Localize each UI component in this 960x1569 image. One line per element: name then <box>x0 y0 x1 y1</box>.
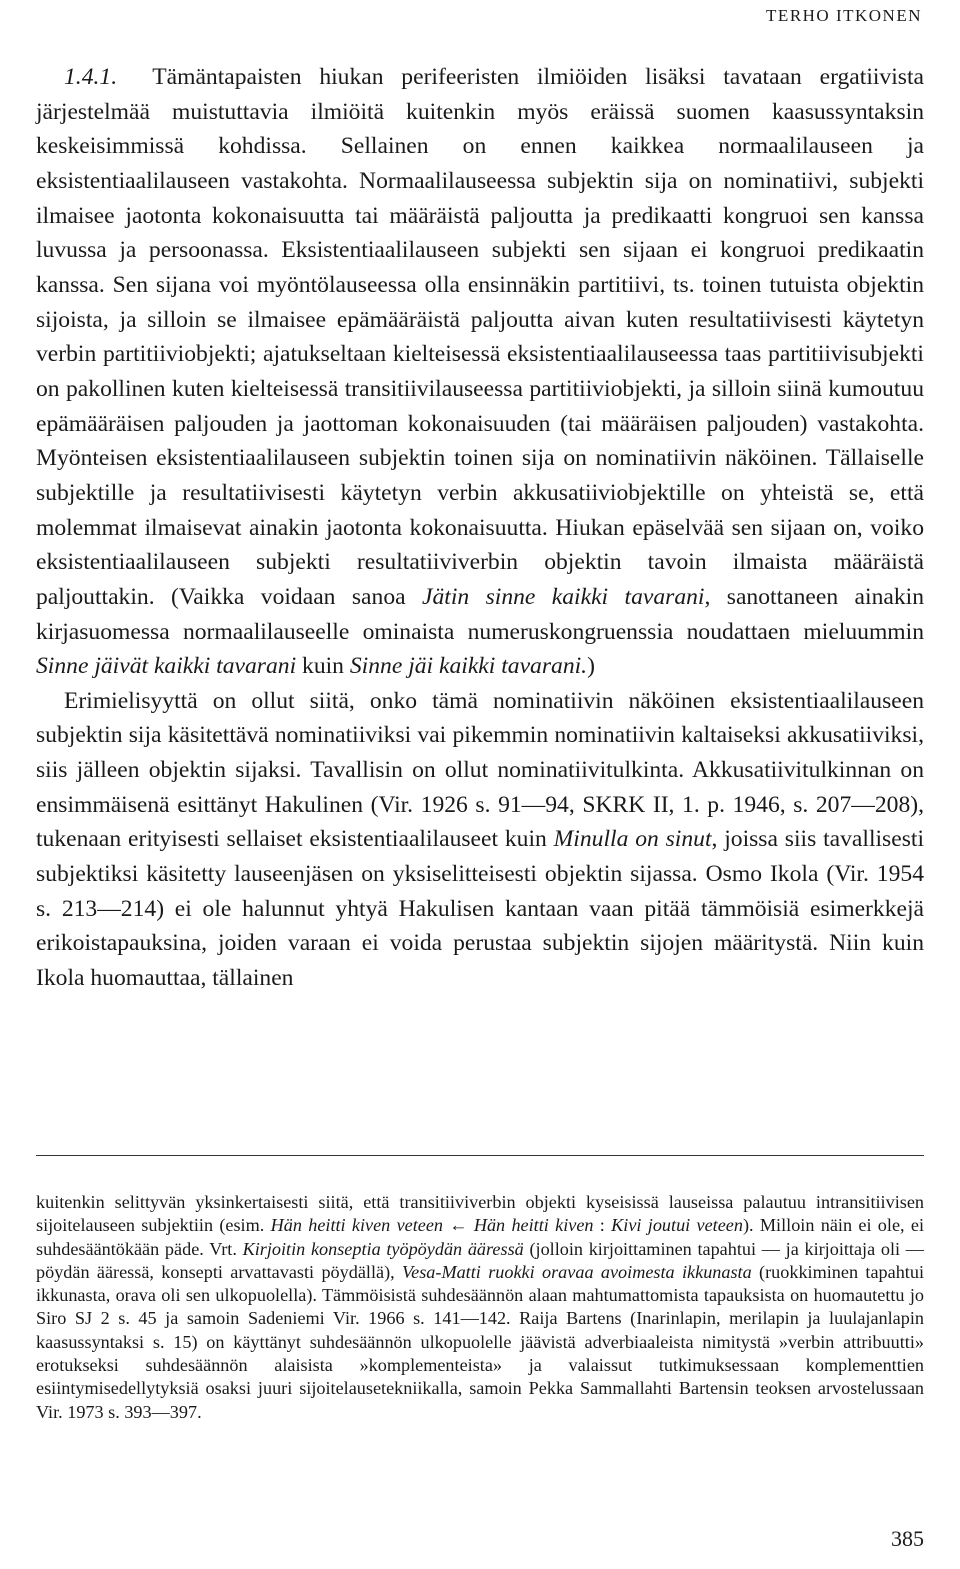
p1-text-a: Tämäntapaisten hiukan perifeeristen ilmiöiden lisäksi tavataan ergatiivista järjestelmää muistuttavia ilmiöitä kuitenkin myös eräissä suomen kaasussyntaksin keskeisimmissä kohdissa. Sellainen on ennen kaikkea normaalilauseen ja eksistentiaalilauseen vastakohta. Normaalilauseessa subjektin sija on nominatiivi, subjekti ilmaisee jaotonta kokonaisuutta tai määräistä paljoutta ja predikaatti kongruoi sen kanssa luvussa ja persoonassa. Eksistentiaalilauseen subjekti sen sijaan ei kongruoi predikaatin kanssa. Sen sijana voi myöntölauseessa olla ensinnäkin partitiivi, ts. toinen tutuista objektin sijoista, ja silloin se ilmaisee epämääräistä paljoutta aivan kuten resultatiivisesti käytetyn verbin partitiiviobjekti; ajatukseltaan kielteisessä eksistentiaalilauseessa taas partitiivisubjekti on pakollinen kuten kielteisessä transitiivilauseessa partitiiviobjekti, ja silloin siinä kumoutuu epämääräisen paljouden ja jaottoman kokonaisuuden (tai määräisen paljouden) vastakohta. Myönteisen eksistentiaalilauseen subjektin toinen sija on nominatiivin näköinen. Tällaiselle subjektille ja resultatiivisesti käytetyn verbin akkusatiiviobjektille on yhteistä se, että molemmat ilmaisevat ainakin jaotonta kokonaisuutta. Hiukan epäselvää sen sijaan on, voiko eksistentiaalilauseen subjekti resultatiiviverbin objektin tavoin ilmaista määräistä paljouttakin. (Vaikka voidaan sanoa <box>36 64 924 610</box>
fn-example-4: Kirjoitin konseptia työpöydän ääressä <box>242 1238 524 1259</box>
fn-text-5: (jolloin kirjoittaminen tapahtui — ja kirjoittaja oli — pöydän ääressä, konsepti arvattavasti pöydällä), <box>36 1238 924 1282</box>
p1-example-2: Sinne jäivät kaikki tavarani <box>36 653 297 680</box>
fn-text-3: : <box>593 1215 612 1236</box>
fn-example-2: Hän heitti kiven <box>473 1215 594 1236</box>
paragraph-1 <box>36 60 924 684</box>
fn-text-6: (ruokkiminen tapahtui ikkunasta, orava oli sen ulkopuolella). Tämmöisistä suhdesäännön alaan mahtumattomista tapauksista on huomautettu jo Siro SJ 2 s. 45 ja samoin Sadeniemi Vir. 1966 s. 141—142. Raija Bartens (Inarinlapin, merilapin ja luulajanlapin kaasussyntaksi s. 15) on käyttänyt suhdesäännön ulkopuolelle jäävistä adverbiaaleista nimitystä »verbin attribuutti» erotukseksi suhdesäännön alaisista »komplementeista» ja valaissut tutkimuksessaan komplementtien esiintymisedellytyksiä osaksi juuri sijoitelausetekniikalla, samoin Pekka Sammallahti Bartensin teoksen arvostelussaan Vir. 1973 s. 393—397. <box>36 1261 924 1422</box>
fn-example-3: Kivi joutui veteen <box>611 1215 743 1236</box>
p1-text-c: kuin <box>296 653 350 680</box>
p1-text-d: ) <box>587 653 595 680</box>
footnote-divider <box>36 1155 924 1156</box>
p2-example-1: Minulla on sinut <box>553 826 712 853</box>
section-number: 1.4.1. <box>64 64 118 90</box>
fn-text-2: ← <box>443 1215 474 1236</box>
page-number: 385 <box>891 1526 924 1551</box>
fn-text-4: ). Milloin näin ei ole, ei suhdesääntökään päde. Vrt. <box>36 1215 924 1259</box>
fn-example-1: Hän heitti kiven veteen <box>270 1215 444 1236</box>
running-head: TERHO ITKONEN <box>766 6 922 25</box>
p1-text-b: , sanottaneen ainakin kirjasuomessa normaalilauseelle ominaista numeruskongruenssia noudattaen mieluummin <box>36 583 924 645</box>
paragraph-2 <box>36 684 924 996</box>
fn-text-1: kuitenkin selittyvän yksinkertaisesti siitä, että transitiiviverbin objekti kyseisissä lauseissa palautuu intransitiivisen sijoitelauseen subjektiin (esim. <box>36 1192 924 1236</box>
footnote <box>36 1191 924 1424</box>
p2-text-b: , joissa siis tavallisesti subjektiksi käsitetty lauseenjäsen on yksiselitteisesti objektin sijassa. Osmo Ikola (Vir. 1954 s. 213—214) ei ole halunnut yhtyä Hakulisen kantaan vaan pitää tämmöisiä esimerkkejä erikoistapauksina, joiden varaan ei voida perustaa subjektin sijojen määritystä. Niin kuin Ikola huomauttaa, tällainen <box>36 826 924 992</box>
fn-example-5: Vesa-Matti ruokki oravaa avoimesta ikkunasta <box>402 1261 752 1282</box>
p1-example-3: Sinne jäi kaikki tavarani. <box>349 653 588 680</box>
p1-example-1: Jätin sinne kaikki tavarani <box>422 583 705 610</box>
footnote-text <box>36 1191 924 1424</box>
main-text <box>36 60 924 996</box>
p2-text-a: Erimielisyyttä on ollut siitä, onko tämä nominatiivin näköinen eksistentiaalilauseen subjektin sija käsitettävä nominatiiviksi vai pikemmin nominatiivin kaltaiseksi akkusatiiviksi, siis jälleen objektin sijaksi. Tavallisin on ollut nominatiivitulkinta. Akkusatiivitulkinnan on ensimmäisenä esittänyt Hakulinen (Vir. 1926 s. 91—94, SKRK II, 1. p. 1946, s. 207—208), tukenaan erityisesti sellaiset eksistentiaalilauseet kuin <box>36 687 924 853</box>
